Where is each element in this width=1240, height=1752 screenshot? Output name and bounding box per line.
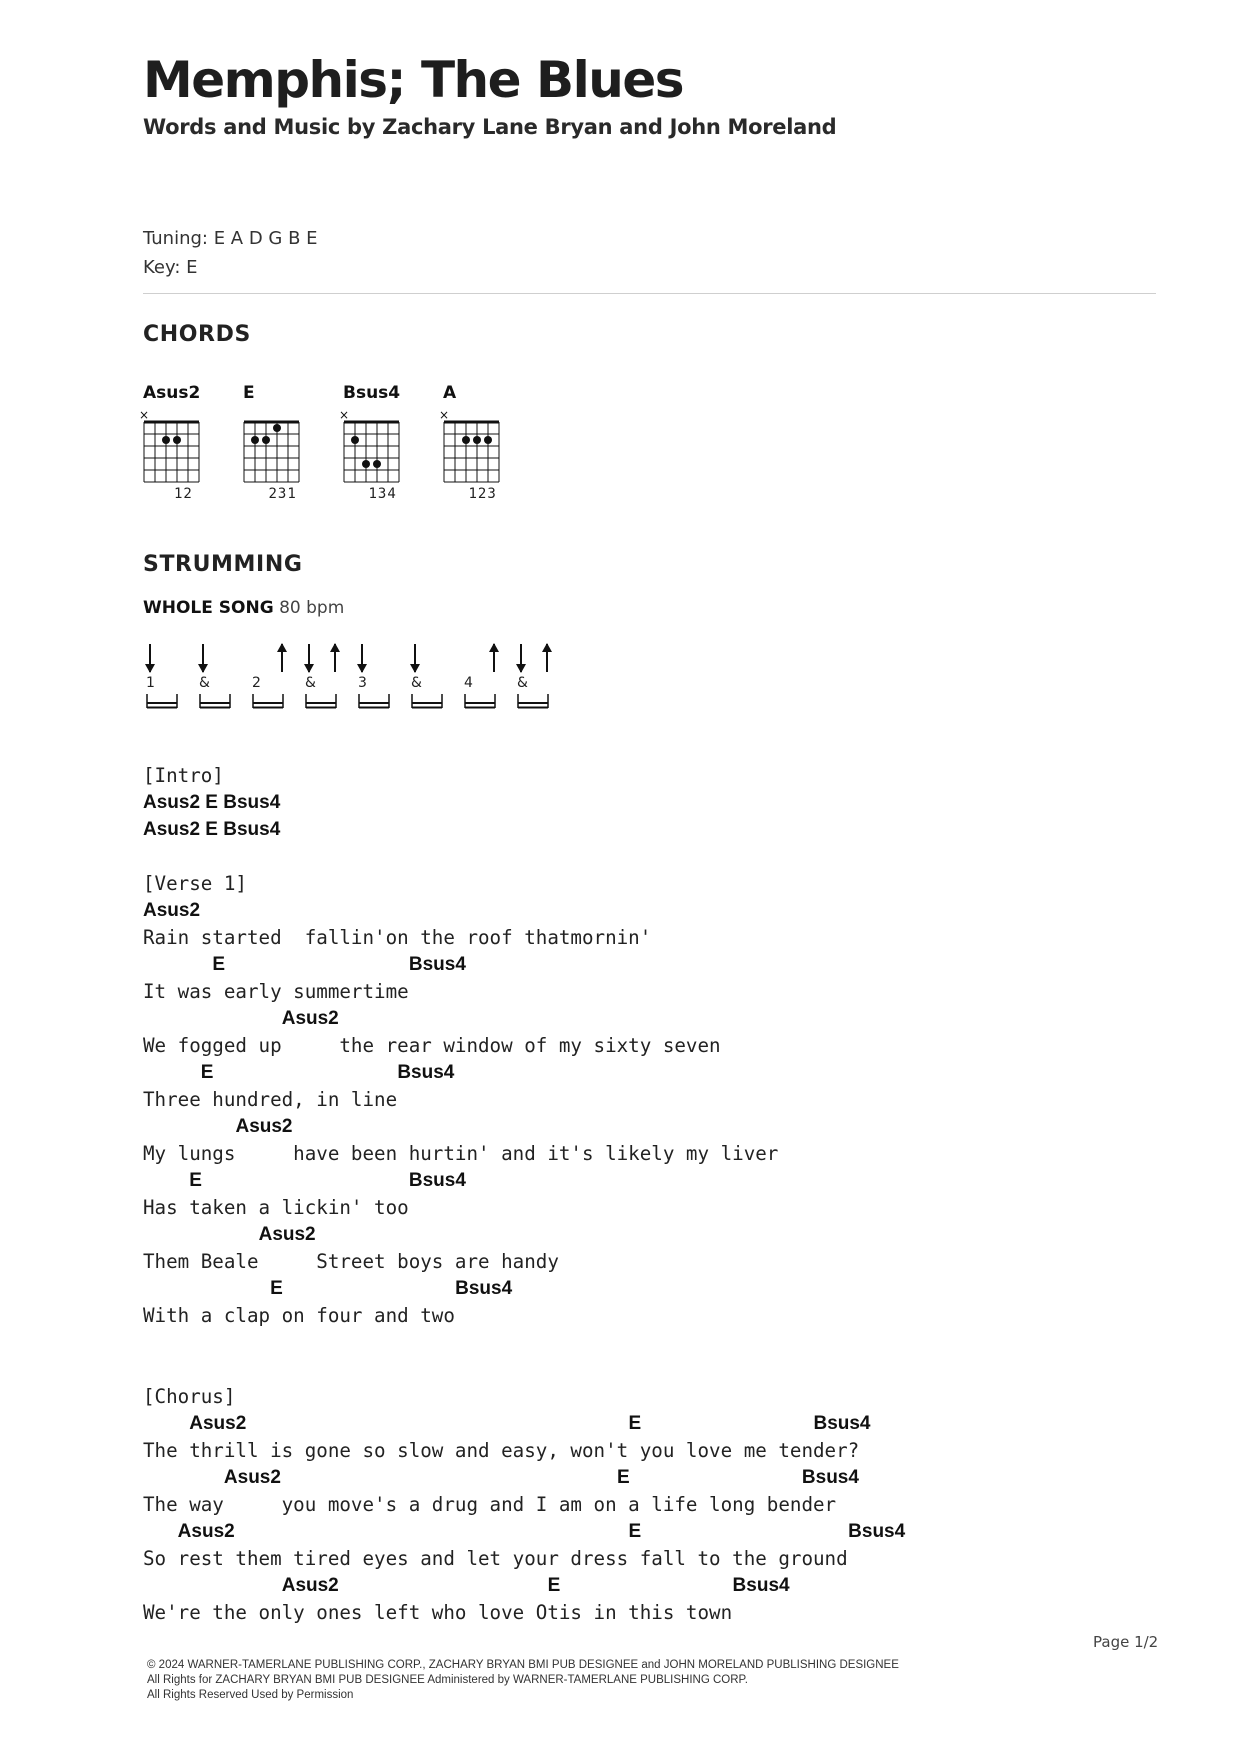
copyright-line: All Rights Reserved Used by Permission — [147, 1689, 354, 1701]
strumming-pattern — [138, 640, 578, 710]
copyright-line: © 2024 WARNER-TAMERLANE PUBLISHING CORP., ZACHARY BRYAN BMI PUB DESIGNEE and JOHN MORELAND PUBLISHING DESIGNEE — [147, 1659, 899, 1671]
chord-label: E — [212, 954, 226, 975]
tuning-info: Tuning: E A D G B E — [143, 228, 318, 249]
lyric-line: We fogged up the rear window of my sixty seven — [143, 1034, 721, 1057]
chord-label: E — [547, 1575, 561, 1596]
beat-label: & — [517, 675, 528, 691]
chord-label: Asus2 — [143, 900, 201, 921]
finger-dot — [373, 460, 381, 468]
key-info: Key: E — [143, 257, 198, 278]
down-strum-arrow-icon — [198, 644, 208, 673]
chord-line — [143, 1005, 859, 1032]
chord-progression-line: Asus2 E Bsus4 — [143, 792, 281, 813]
chord-label: Asus2 — [281, 1575, 339, 1596]
muted-string-marker: × — [338, 408, 350, 422]
chord-line — [143, 1410, 871, 1437]
chord-label: Asus2 — [258, 1224, 316, 1245]
header-divider — [143, 293, 1156, 294]
chord-name: A — [443, 383, 457, 403]
song-title: Memphis; The Blues — [143, 51, 683, 109]
muted-string-marker: × — [438, 408, 450, 422]
chord-progression-line: Asus2 E Bsus4 — [143, 819, 281, 840]
chord-line — [143, 1113, 859, 1140]
lyric-line: So rest them tired eyes and let your dress fall to the ground — [143, 1547, 848, 1570]
chord-line — [143, 1572, 859, 1599]
rhythm-beam — [253, 694, 283, 708]
chord-label: Asus2 — [281, 1008, 339, 1029]
chord-label: E — [200, 1062, 214, 1083]
chord-name: Bsus4 — [343, 383, 401, 403]
finger-dot — [351, 436, 359, 444]
rhythm-beam — [465, 694, 495, 708]
beat-label: & — [411, 675, 422, 691]
rhythm-beam — [200, 694, 230, 708]
blank-line — [143, 1356, 859, 1383]
up-strum-arrow-icon — [330, 643, 340, 672]
chord-label: Asus2 — [235, 1116, 293, 1137]
copyright-notice — [147, 1658, 899, 1703]
lyric-line: The way you move's a drug and I am on a life long bender — [143, 1493, 837, 1516]
lyric-line: We're the only ones left who love Otis in this town — [143, 1601, 733, 1624]
blank-line — [143, 843, 859, 870]
chord-label: E — [189, 1170, 202, 1191]
lyric-line: My lungs have been hurtin' and it's likely my liver — [143, 1142, 779, 1165]
chord-label: Bsus4 — [408, 1170, 466, 1191]
finger-dot — [273, 424, 281, 432]
up-strum-arrow-icon — [277, 643, 287, 672]
chord-diagram-e — [243, 382, 323, 502]
rhythm-beam — [147, 694, 177, 708]
lyric-line: Rain started fallin'on the roof thatmornin' — [143, 926, 652, 949]
chord-name: Asus2 — [143, 383, 201, 403]
chord-label: E — [628, 1413, 642, 1434]
chord-label: Bsus4 — [408, 954, 466, 975]
strum-section-label: WHOLE SONG — [143, 598, 274, 618]
song-sheet — [143, 762, 906, 1626]
beat-label: 1 — [146, 675, 155, 691]
down-strum-arrow-icon — [410, 644, 420, 673]
finger-dot — [362, 460, 370, 468]
chord-line — [143, 1275, 859, 1302]
down-strum-arrow-icon — [304, 644, 314, 673]
finger-dot — [462, 436, 470, 444]
chords-heading: CHORDS — [143, 322, 251, 347]
chord-line — [143, 1221, 859, 1248]
chord-line — [143, 1167, 859, 1194]
beat-label: & — [305, 675, 316, 691]
chord-line — [143, 897, 859, 924]
chord-label: Bsus4 — [455, 1278, 513, 1299]
chord-diagram-a — [438, 382, 523, 502]
chord-fingering: 134 — [368, 486, 397, 502]
page-number: Page 1/2 — [1093, 1633, 1159, 1651]
strum-tempo-line — [143, 598, 344, 618]
chord-line — [143, 1059, 859, 1086]
chord-line — [143, 1464, 859, 1491]
chord-label: Bsus4 — [732, 1575, 790, 1596]
beat-label: 4 — [464, 675, 473, 691]
chord-name: E — [243, 383, 255, 403]
beat-label: 2 — [252, 675, 261, 691]
chord-label: Bsus4 — [813, 1413, 871, 1434]
chord-label: Bsus4 — [848, 1521, 906, 1542]
finger-dot — [251, 436, 259, 444]
finger-dot — [473, 436, 481, 444]
chord-line — [143, 1518, 906, 1545]
song-credits: Words and Music by Zachary Lane Bryan and John Moreland — [143, 115, 837, 139]
muted-string-marker: × — [138, 408, 150, 422]
rhythm-beam — [306, 694, 336, 708]
finger-dot — [162, 436, 170, 444]
copyright-line: All Rights for ZACHARY BRYAN BMI PUB DESIGNEE Administered by WARNER-TAMERLANE PUBLISHING CORP. — [147, 1674, 748, 1686]
chord-label: Asus2 — [189, 1413, 247, 1434]
down-strum-arrow-icon — [516, 644, 526, 673]
finger-dot — [484, 436, 492, 444]
down-strum-arrow-icon — [357, 644, 367, 673]
chord-fingering: 12 — [174, 486, 193, 502]
chord-label: E — [270, 1278, 283, 1299]
up-strum-arrow-icon — [489, 643, 499, 672]
tempo-value: 80 bpm — [279, 598, 345, 618]
lyric-line: With a clap on four and two — [143, 1304, 455, 1327]
beat-label: 3 — [358, 675, 367, 691]
section-label: [Verse 1] — [143, 872, 247, 895]
finger-dot — [173, 436, 181, 444]
rhythm-beam — [359, 694, 389, 708]
rhythm-beam — [412, 694, 442, 708]
chord-line — [143, 951, 859, 978]
chord-label: Bsus4 — [801, 1467, 859, 1488]
blank-line — [143, 1329, 859, 1356]
section-label: [Intro] — [143, 764, 224, 787]
chord-label: Asus2 — [177, 1521, 235, 1542]
chord-label: Bsus4 — [397, 1062, 455, 1083]
chord-label: E — [616, 1467, 630, 1488]
strumming-heading: STRUMMING — [143, 552, 303, 577]
song-meta — [143, 224, 318, 282]
down-strum-arrow-icon — [145, 644, 155, 673]
section-label: [Chorus] — [143, 1385, 236, 1408]
chord-fingering: 231 — [268, 486, 297, 502]
chord-diagram-bsus4 — [338, 382, 423, 502]
lyric-line: Three hundred, in line — [143, 1088, 398, 1111]
chord-label: Asus2 — [223, 1467, 281, 1488]
chord-fingering: 123 — [468, 486, 497, 502]
chord-diagram-asus2 — [138, 382, 223, 502]
lyric-line: Has taken a lickin' too — [143, 1196, 409, 1219]
finger-dot — [262, 436, 270, 444]
up-strum-arrow-icon — [542, 643, 552, 672]
lyric-line: It was early summertime — [143, 980, 409, 1003]
rhythm-beam — [518, 694, 548, 708]
lyric-line: The thrill is gone so slow and easy, won't you love me tender? — [143, 1439, 860, 1462]
chord-label: E — [628, 1521, 642, 1542]
lyric-line: Them Beale Street boys are handy — [143, 1250, 559, 1273]
beat-label: & — [199, 675, 210, 691]
